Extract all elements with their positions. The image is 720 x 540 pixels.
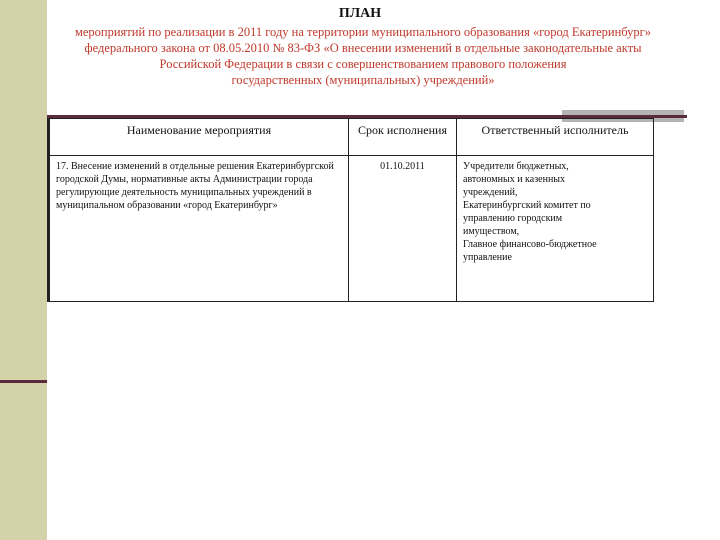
cell-responsible	[457, 156, 654, 302]
cell-deadline: 01.10.2011	[349, 156, 457, 302]
subtitle-line: государственных (муниципальных) учреждений»	[231, 73, 495, 87]
responsible-line: Учредители бюджетных,	[463, 161, 569, 172]
cell-event: 17. Внесение изменений в отдельные решения Екатеринбургской городской Думы, нормативные акты Администрации города регулирующие деятельность муниципальных учреждений в муниципальном образовании «город Екатеринбург»	[49, 156, 349, 302]
page-title: ПЛАН	[338, 6, 382, 21]
subtitle-line: мероприятий по реализации в 2011 году на территории муниципального образования «город Екатеринбург»	[74, 25, 652, 39]
header-deadline: Срок исполнения	[349, 119, 457, 156]
header-event: Наименование мероприятия	[49, 119, 349, 156]
responsible-line: управление	[463, 252, 512, 263]
left-bar-divider	[0, 380, 47, 383]
responsible-line: Главное финансово-бюджетное	[463, 239, 597, 250]
page-subtitle	[8, 24, 718, 88]
table-row	[49, 156, 654, 302]
responsible-line: имуществом,	[463, 226, 520, 237]
responsible-line: учреждений,	[463, 187, 518, 198]
subtitle-line: федерального закона от 08.05.2010 № 83-ФЗ «О внесении изменений в отдельные законодательные акты	[84, 41, 642, 55]
responsible-line: автономных и казенных	[463, 174, 566, 185]
subtitle-line: Российской Федерации в связи с совершенствованием правового положения	[159, 57, 567, 71]
header-responsible: Ответственный исполнитель	[457, 119, 654, 156]
plan-table	[47, 118, 654, 302]
responsible-line: Екатеринбургский комитет по	[463, 200, 591, 211]
table-header-row	[49, 119, 654, 156]
responsible-line: управлению городским	[463, 213, 563, 224]
